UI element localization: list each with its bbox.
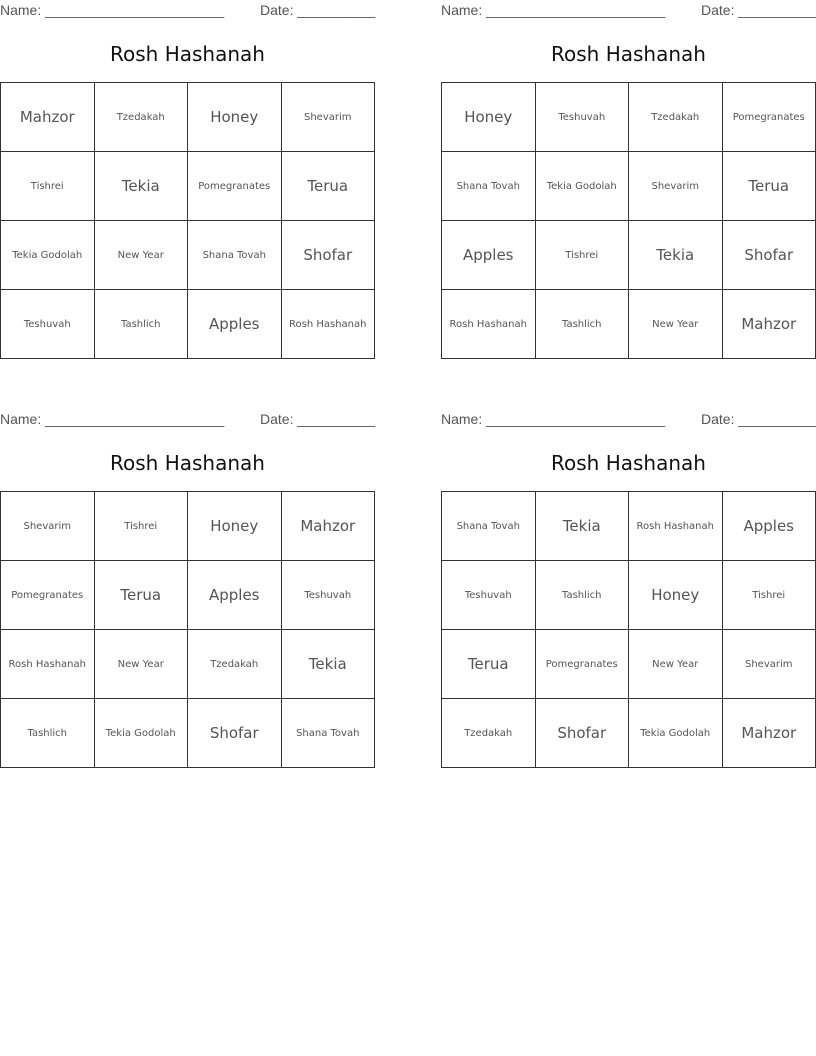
grid-cell: Shana Tovah <box>188 221 282 290</box>
grid-cell: Rosh Hashanah <box>442 290 536 359</box>
grid-row <box>442 630 816 699</box>
grid-cell: Tekia Godolah <box>94 699 188 768</box>
grid-cell: Terua <box>722 152 816 221</box>
grid-row <box>442 152 816 221</box>
grid-cell: Tashlich <box>1 699 95 768</box>
name-date-row <box>441 0 816 22</box>
name-date-row <box>0 0 375 22</box>
bingo-grid <box>441 82 816 359</box>
bingo-grid <box>441 491 816 768</box>
card-title: Rosh Hashanah <box>551 451 706 475</box>
grid-cell: Terua <box>442 630 536 699</box>
grid-row <box>1 630 375 699</box>
grid-cell: Mahzor <box>722 699 816 768</box>
grid-cell: Honey <box>188 492 282 561</box>
grid-cell: New Year <box>94 630 188 699</box>
grid-cell: Honey <box>442 83 536 152</box>
bingo-card-3 <box>0 409 375 768</box>
grid-cell: Shana Tovah <box>281 699 375 768</box>
grid-cell: Mahzor <box>722 290 816 359</box>
grid-cell: Tishrei <box>94 492 188 561</box>
grid-cell: Tzedakah <box>94 83 188 152</box>
name-field: Name: _______________________ <box>0 2 225 18</box>
date-field: Date: __________ <box>260 2 376 18</box>
grid-cell: Shevarim <box>281 83 375 152</box>
grid-cell: Rosh Hashanah <box>1 630 95 699</box>
grid-row <box>442 561 816 630</box>
grid-row <box>442 492 816 561</box>
bingo-card-4 <box>441 409 816 768</box>
grid-cell: New Year <box>629 290 723 359</box>
grid-cell: Tashlich <box>535 561 629 630</box>
grid-cell: Tekia Godolah <box>1 221 95 290</box>
grid-row <box>1 221 375 290</box>
grid-cell: Tekia <box>629 221 723 290</box>
grid-cell: Tzedakah <box>442 699 536 768</box>
grid-cell: Teshuvah <box>535 83 629 152</box>
grid-cell: Pomegranates <box>535 630 629 699</box>
grid-cell: Shana Tovah <box>442 152 536 221</box>
grid-cell: Shevarim <box>629 152 723 221</box>
grid-cell: Tishrei <box>535 221 629 290</box>
grid-cell: Mahzor <box>1 83 95 152</box>
grid-cell: Shevarim <box>1 492 95 561</box>
grid-cell: Shofar <box>281 221 375 290</box>
grid-row <box>442 699 816 768</box>
grid-cell: Tekia <box>535 492 629 561</box>
date-field: Date: __________ <box>260 411 376 427</box>
bingo-card-2 <box>441 0 816 359</box>
grid-row <box>1 290 375 359</box>
grid-cell: Tashlich <box>94 290 188 359</box>
grid-cell: Shofar <box>535 699 629 768</box>
grid-row <box>442 83 816 152</box>
name-field: Name: _______________________ <box>441 2 666 18</box>
grid-cell: Tishrei <box>722 561 816 630</box>
grid-row <box>1 699 375 768</box>
card-title: Rosh Hashanah <box>551 42 706 66</box>
bingo-card-1 <box>0 0 375 359</box>
bingo-grid <box>0 491 375 768</box>
bingo-grid <box>0 82 375 359</box>
grid-cell: Rosh Hashanah <box>629 492 723 561</box>
name-date-row <box>0 409 375 431</box>
name-field: Name: _______________________ <box>0 411 225 427</box>
date-field: Date: __________ <box>701 411 816 427</box>
grid-cell: Tzedakah <box>188 630 282 699</box>
grid-cell: Teshuvah <box>281 561 375 630</box>
grid-cell: Apples <box>188 561 282 630</box>
grid-cell: Tekia <box>94 152 188 221</box>
grid-cell: Shofar <box>722 221 816 290</box>
grid-cell: Tekia Godolah <box>535 152 629 221</box>
grid-cell: New Year <box>629 630 723 699</box>
card-title: Rosh Hashanah <box>110 42 265 66</box>
grid-row <box>1 83 375 152</box>
grid-row <box>1 492 375 561</box>
grid-cell: Pomegranates <box>722 83 816 152</box>
grid-cell: Tekia <box>281 630 375 699</box>
grid-row <box>1 152 375 221</box>
name-field: Name: _______________________ <box>441 411 666 427</box>
grid-row <box>1 561 375 630</box>
name-date-row <box>441 409 816 431</box>
grid-cell: Teshuvah <box>1 290 95 359</box>
grid-cell: Honey <box>629 561 723 630</box>
grid-cell: Mahzor <box>281 492 375 561</box>
grid-cell: Pomegranates <box>1 561 95 630</box>
grid-cell: Shevarim <box>722 630 816 699</box>
grid-cell: Pomegranates <box>188 152 282 221</box>
grid-cell: New Year <box>94 221 188 290</box>
grid-row <box>442 290 816 359</box>
grid-cell: Tzedakah <box>629 83 723 152</box>
grid-row <box>442 221 816 290</box>
grid-cell: Terua <box>281 152 375 221</box>
grid-cell: Shofar <box>188 699 282 768</box>
grid-cell: Teshuvah <box>442 561 536 630</box>
grid-cell: Rosh Hashanah <box>281 290 375 359</box>
grid-cell: Apples <box>442 221 536 290</box>
card-title: Rosh Hashanah <box>110 451 265 475</box>
date-field: Date: __________ <box>701 2 816 18</box>
grid-cell: Tashlich <box>535 290 629 359</box>
grid-cell: Apples <box>722 492 816 561</box>
grid-cell: Shana Tovah <box>442 492 536 561</box>
grid-cell: Terua <box>94 561 188 630</box>
grid-cell: Tishrei <box>1 152 95 221</box>
grid-cell: Honey <box>188 83 282 152</box>
grid-cell: Apples <box>188 290 282 359</box>
grid-cell: Tekia Godolah <box>629 699 723 768</box>
